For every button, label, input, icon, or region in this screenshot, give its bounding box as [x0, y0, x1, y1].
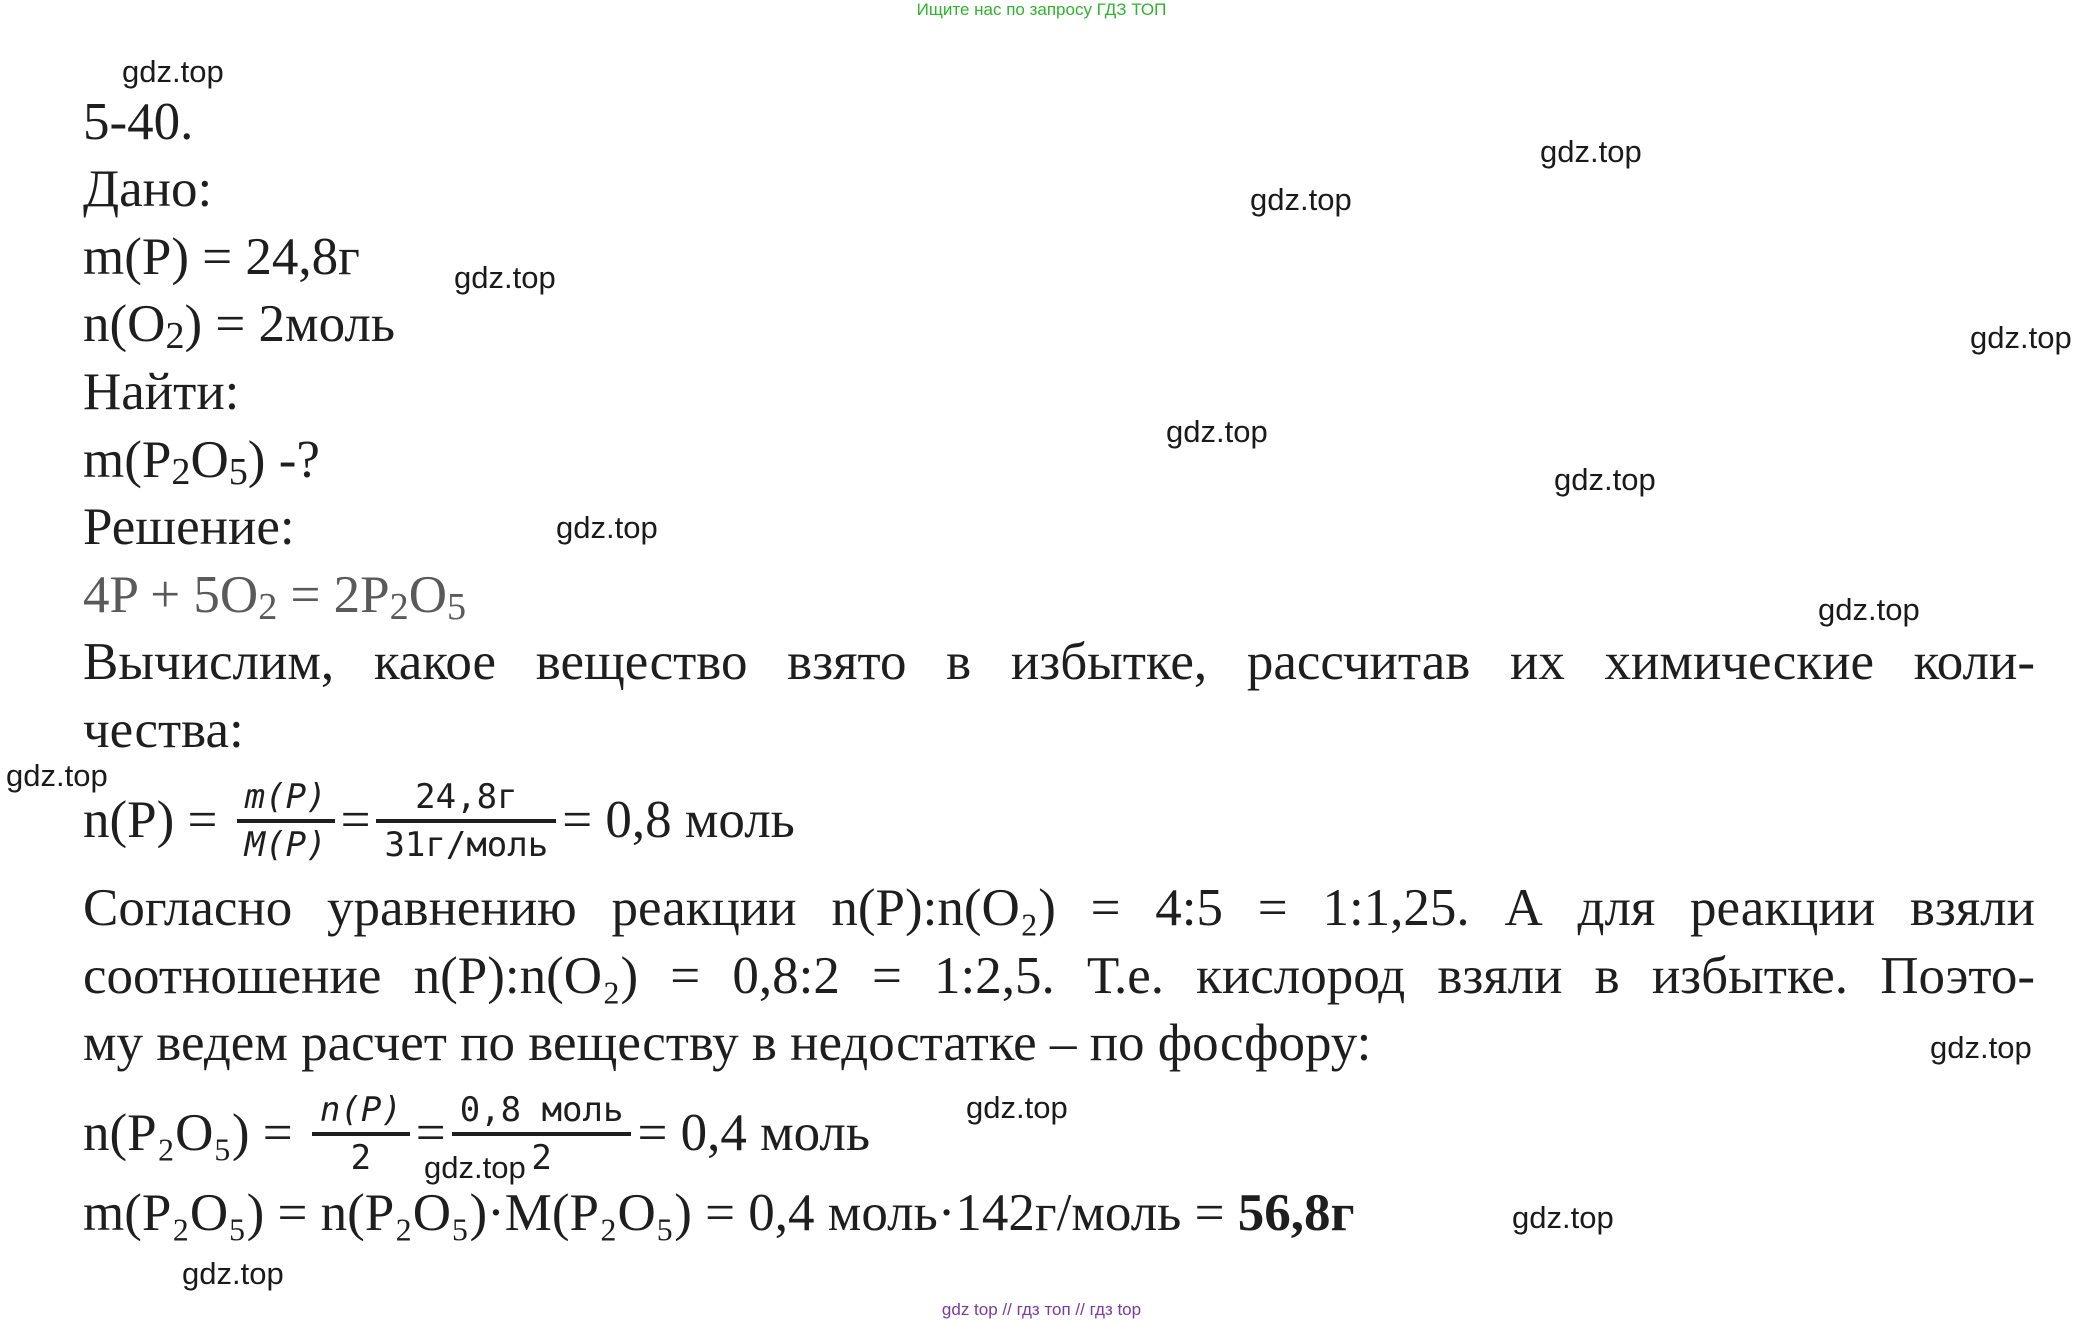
calc-np-result: = 0,8 моль: [562, 791, 795, 849]
watermark: gdz.top: [1166, 414, 1268, 449]
frac-num: n(P): [312, 1088, 410, 1136]
calc-mass-text: m(P₂O₅) = n(P₂O₅)·M(P₂O₅) = 0,4 моль·142г/моль =: [83, 1184, 1238, 1242]
watermark: gdz.top: [1250, 182, 1352, 217]
ratio-line-2: соотношение n(P):n(O₂) = 0,8:2 = 1:2,5. Т.е. кислород взяли в избытке. Поэто-: [83, 947, 2035, 1005]
footer-banner: gdz top // гдз топ // гдз top: [941, 1300, 1142, 1319]
eq-sub-b: 2: [389, 585, 409, 628]
eq-part-c: O: [408, 566, 447, 624]
final-answer: 56,8г: [1237, 1184, 1355, 1242]
excess-line-2: чества:: [83, 701, 244, 759]
watermark: gdz.top: [182, 1256, 284, 1291]
fraction-values: [376, 775, 556, 867]
given-o2-prefix: n(O: [83, 295, 166, 353]
frac-den: M(P): [244, 824, 327, 865]
find-label: Найти:: [83, 363, 240, 421]
calc-np-lhs: n(P) =: [83, 791, 231, 849]
watermark: gdz.top: [1554, 462, 1656, 497]
eq-sub-a: 2: [258, 585, 278, 628]
find-suffix: ) -?: [247, 431, 320, 489]
watermark: gdz.top: [1512, 1200, 1614, 1235]
frac-den: 2: [531, 1137, 552, 1178]
frac-num: 24,8г: [376, 775, 556, 823]
watermark: gdz.top: [454, 260, 556, 295]
solution-label: Решение:: [83, 498, 295, 556]
watermark: gdz.top: [1540, 134, 1642, 169]
frac-num: m(P): [237, 775, 335, 823]
find-prefix: m(P: [83, 431, 172, 489]
given-o2-sub: 2: [165, 314, 185, 357]
ratio-line-3: му ведем расчет по веществу в недостатке – по фосфору:: [83, 1014, 1372, 1072]
given-o2-suffix: ) = 2моль: [184, 295, 396, 353]
reaction-equation: [83, 565, 467, 628]
frac-den: 2: [350, 1137, 372, 1178]
watermark: gdz.top: [1930, 1030, 2032, 1065]
watermark: gdz.top: [1970, 320, 2072, 355]
calc-np2o5-eq: =: [415, 1104, 446, 1162]
eq-part-b: = 2P: [277, 566, 390, 624]
frac-num: 0,8 моль: [452, 1088, 632, 1136]
watermark: gdz.top: [1818, 592, 1920, 627]
fraction-nP-over-2: [312, 1088, 410, 1180]
eq-part-a: 4P + 5O: [83, 566, 259, 624]
watermark: gdz.top: [6, 758, 108, 793]
calc-np: [83, 770, 795, 880]
calc-mass: [83, 1183, 1355, 1243]
watermark: gdz.top: [966, 1090, 1068, 1125]
find-sub2: 5: [228, 450, 248, 493]
calc-np2o5-lhs: n(P₂O₅) =: [83, 1104, 306, 1162]
fraction-m-over-M: [237, 775, 335, 867]
watermark: gdz.top: [556, 510, 658, 545]
watermark: gdz.top: [122, 54, 224, 89]
excess-line-1: Вычислим, какое вещество взято в избытке, рассчитав их химические коли-: [83, 633, 2035, 691]
find-mid: O: [190, 431, 229, 489]
calc-np2o5-result: = 0,4 моль: [637, 1104, 871, 1162]
frac-den: 31г/моль: [384, 824, 549, 865]
given-label: Дано:: [83, 160, 213, 218]
eq-sub-c: 5: [447, 585, 467, 628]
find-target: [83, 430, 320, 493]
watermark: gdz.top: [424, 1150, 526, 1185]
calc-np-eq: =: [340, 791, 371, 849]
given-mass: m(P) = 24,8г: [83, 228, 360, 286]
ratio-line-1: Согласно уравнению реакции n(P):n(O₂) = 4:5 = 1:1,25. А для реакции взяли: [83, 879, 2035, 937]
find-sub1: 2: [171, 450, 191, 493]
given-o2: [83, 294, 396, 357]
problem-number: 5-40.: [83, 93, 194, 151]
top-banner: Ищите нас по запросу ГДЗ ТОП: [916, 0, 1167, 19]
